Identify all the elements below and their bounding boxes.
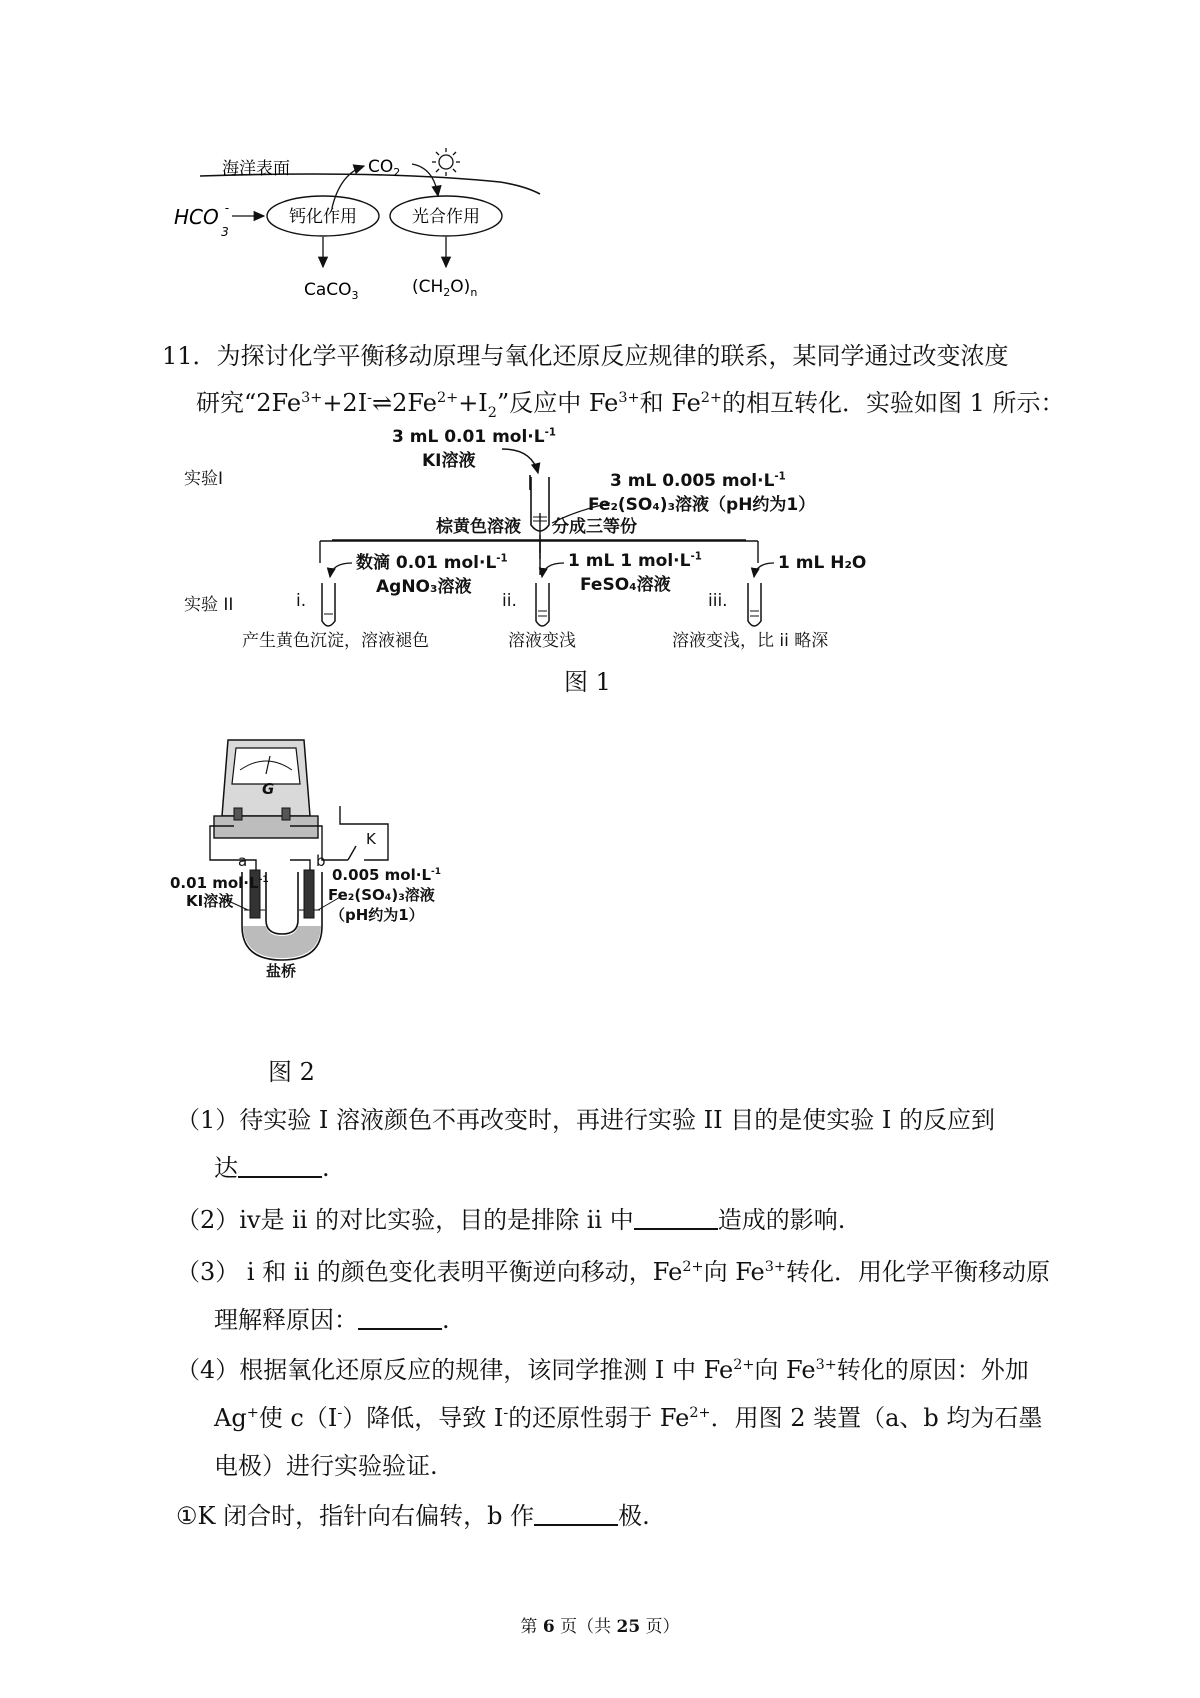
q11-line2: 研究“$2Fe^{3+}+2I^-\rightleftharpoons 2Fe^{2+}+I_2$”反应中 $Fe^{3+}$和 $Fe^{2+}$的相互转化．实验如图 1 所示：	[196, 389, 1065, 421]
ki-concentration: 3 mL 0.01 $mol\cdot L^{-1}$	[392, 427, 556, 447]
subquestion-4-line2: Ag+使 c（I-）降低，导致 I-的还原性弱于 $Fe^{2+}$．用图 2 装置（a、b 均为石墨	[214, 1404, 1043, 1432]
water-label: 1 mL H₂O	[778, 553, 867, 573]
subquestion-1-line2: 达 .	[214, 1154, 330, 1182]
result-ii: 溶液变浅	[508, 631, 576, 651]
result-i: 产生黄色沉淀，溶液褪色	[242, 631, 429, 651]
drops-concentration: 数滴 0.01 $mol\cdot L^{-1}$	[356, 553, 508, 573]
right-concentration: 0.005 $mol\cdot L^{-1}$	[332, 866, 442, 884]
subquestion-3-line1: （3） i 和 ii 的颜色变化表明平衡逆向移动，$Fe^{2+}$向 $Fe^{3+}$转化．用化学平衡移动原	[176, 1258, 1050, 1286]
caco3-label: CaCO$_3$	[304, 280, 359, 302]
co2-up-arrow	[332, 166, 364, 208]
galvanic-cell-apparatus	[170, 720, 430, 960]
subquestion-1-line1: （1）待实验 I 溶液颜色不再改变时，再进行实验 II 目的是使实验 I 的反应到	[176, 1106, 995, 1134]
photosynthesis-label: 光合作用	[412, 207, 480, 227]
answer-blank-1[interactable]	[238, 1154, 322, 1178]
experiment-1-label: 实验I	[184, 469, 224, 489]
experiment-2-label: 实验 II	[184, 595, 234, 615]
galvanometer-label: G	[262, 780, 275, 798]
tube-ii-label: ii.	[502, 591, 517, 611]
figure-1-lines	[180, 425, 900, 665]
salt-bridge-label: 盐桥	[266, 962, 297, 980]
answer-blank-3[interactable]	[358, 1306, 442, 1330]
figure-2-caption: 图 2	[268, 1058, 315, 1086]
feso4-solution: FeSO₄溶液	[580, 575, 671, 595]
left-concentration: 0.01 $mol\cdot L^{-1}$	[170, 874, 269, 892]
question-number: 11．	[162, 342, 217, 370]
right-solution: Fe₂(SO₄)₃溶液	[328, 886, 435, 904]
figure-1-caption: 图 1	[564, 668, 611, 696]
subquestion-4-part1: ①K 闭合时，指针向右偏转，b 作 极.	[176, 1502, 650, 1530]
ch2o-label: $(CH_2O)_n$	[412, 277, 478, 299]
switch-k-label: K	[366, 830, 376, 848]
q11-line1: 11．为探讨化学平衡移动原理与氧化还原反应规律的联系，某同学通过改变浓度	[162, 342, 1009, 370]
co2-label: $CO_2$	[368, 157, 401, 179]
electrode-b-label: b	[316, 852, 326, 870]
switch-lever	[348, 846, 356, 860]
electrode-b	[304, 870, 314, 918]
subquestion-4-line3: 电极）进行实验验证.	[214, 1452, 438, 1480]
subquestion-2: （2）iv是 ii 的对比实验，目的是排除 ii 中 造成的影响.	[176, 1206, 846, 1234]
hco3-label: HCO -3	[174, 201, 230, 239]
agno3-solution: AgNO₃溶液	[376, 577, 472, 597]
page-footer: 第 6 页（共 25 页）	[520, 1617, 680, 1637]
tube-ii	[536, 583, 549, 626]
split-three: 分成三等份	[552, 517, 637, 537]
ki-solution: KI溶液	[422, 451, 476, 471]
total-pages: 25	[616, 1617, 641, 1637]
tube-iii	[748, 583, 761, 626]
tube-iii-label: iii.	[708, 591, 728, 611]
feso4-concentration: 1 mL 1 $mol\cdot L^{-1}$	[568, 551, 702, 571]
right-ph: （pH约为1）	[330, 906, 424, 924]
ocean-surface-label: 海洋表面	[222, 159, 290, 179]
answer-blank-2[interactable]	[634, 1206, 718, 1230]
sun-icon	[432, 148, 460, 176]
current-page: 6	[542, 1617, 555, 1637]
tube-i-label: i.	[296, 591, 307, 611]
fe-solution: Fe₂(SO₄)₃溶液（pH约为1）	[588, 495, 816, 515]
fe-concentration: 3 mL 0.005 $mol\cdot L^{-1}$	[610, 471, 786, 491]
co2-down-arrow	[412, 164, 438, 196]
ocean-carbon-diagram	[174, 150, 560, 310]
subquestion-4-line1: （4）根据氧化还原反应的规律，该同学推测 I 中 $Fe^{2+}$向 $Fe^{3+}$转化的原因：外加	[176, 1356, 1029, 1384]
subquestion-3-line2: 理解释原因： .	[214, 1306, 450, 1334]
brown-solution: 棕黄色溶液	[436, 517, 521, 537]
figure-1	[180, 425, 900, 695]
result-iii: 溶液变浅，比 ii 略深	[672, 631, 829, 651]
tube-i	[322, 583, 335, 626]
electrode-a-label: a	[238, 852, 248, 870]
left-solution: KI溶液	[186, 892, 234, 910]
figure-2	[170, 720, 442, 960]
answer-blank-4[interactable]	[534, 1502, 618, 1526]
calcification-label: 钙化作用	[289, 207, 357, 227]
